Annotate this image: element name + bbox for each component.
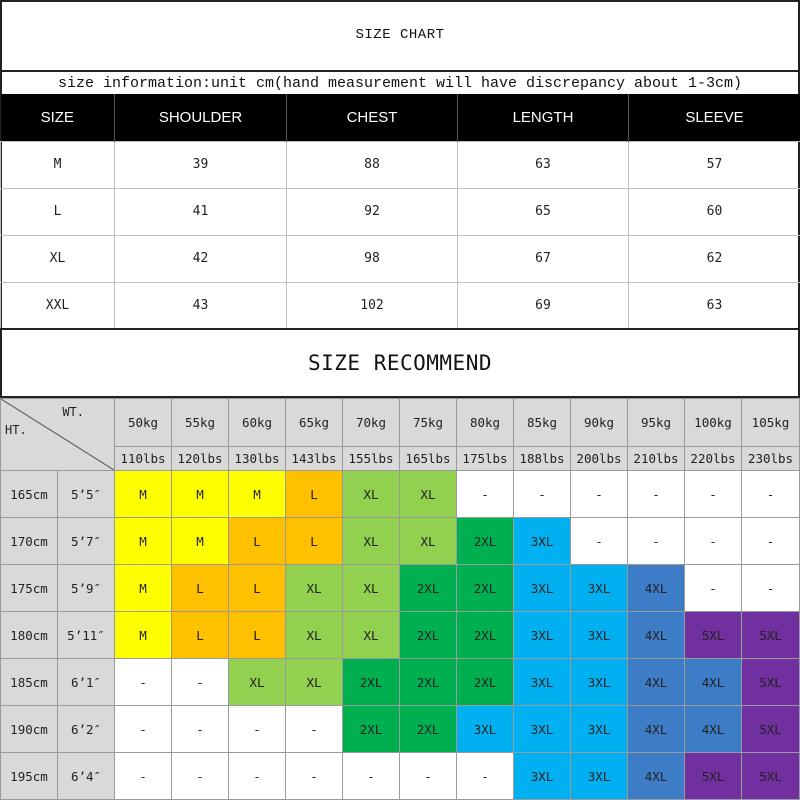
recommended-size-cell: L — [229, 565, 286, 612]
recommended-size-cell: 2XL — [457, 565, 514, 612]
shoulder-cell: 39 — [115, 141, 287, 188]
recommended-size-cell: 2XL — [457, 518, 514, 565]
recommended-size-cell: 4XL — [628, 753, 685, 800]
recommended-size-cell: 3XL — [571, 753, 628, 800]
recommended-size-cell: 3XL — [514, 612, 571, 659]
recommended-size-cell: 3XL — [457, 706, 514, 753]
recommended-size-cell: XL — [343, 518, 400, 565]
height-row — [1, 753, 800, 800]
size-recommend-title: SIZE RECOMMEND — [0, 328, 800, 398]
recommended-size-cell: 2XL — [457, 612, 514, 659]
recommended-size-cell: 3XL — [571, 659, 628, 706]
shoulder-cell: 43 — [115, 282, 287, 329]
recommended-size-cell: - — [457, 471, 514, 518]
recommended-size-cell: 2XL — [400, 612, 457, 659]
header-sleeve: SLEEVE — [629, 94, 800, 141]
recommended-size-cell: M — [115, 471, 172, 518]
recommended-size-cell: 5XL — [742, 612, 800, 659]
recommended-size-cell: 2XL — [400, 706, 457, 753]
size-cell: XXL — [1, 282, 115, 329]
recommended-size-cell: - — [742, 471, 800, 518]
header-shoulder: SHOULDER — [115, 94, 287, 141]
recommended-size-cell: 2XL — [343, 659, 400, 706]
size-cell: L — [1, 188, 115, 235]
recommended-size-cell: - — [685, 471, 742, 518]
recommended-size-cell: - — [571, 471, 628, 518]
recommended-size-cell: L — [229, 612, 286, 659]
height-row — [1, 565, 800, 612]
size-recommend-table — [0, 398, 800, 800]
recommended-size-cell: 4XL — [628, 612, 685, 659]
weight-axis-label: WT. — [62, 405, 84, 419]
height-cm-cell: 195cm — [1, 753, 58, 800]
recommended-size-cell: 4XL — [685, 659, 742, 706]
height-cm-cell: 165cm — [1, 471, 58, 518]
recommended-size-cell: - — [685, 518, 742, 565]
recommended-size-cell: 4XL — [685, 706, 742, 753]
header-size: SIZE — [1, 94, 115, 141]
chest-cell: 102 — [287, 282, 458, 329]
weight-lbs-header: 188lbs — [514, 447, 571, 471]
chest-cell: 98 — [287, 235, 458, 282]
measurement-info: size information:unit cm(hand measurement will have discrepancy about 1-3cm) — [57, 74, 743, 92]
height-cm-cell: 185cm — [1, 659, 58, 706]
weight-lbs-header: 130lbs — [229, 447, 286, 471]
weight-kg-header: 60kg — [229, 399, 286, 447]
header-length: LENGTH — [458, 94, 629, 141]
recommended-size-cell: 2XL — [457, 659, 514, 706]
recommended-size-cell: - — [229, 753, 286, 800]
height-ft-cell: 5’11″ — [58, 612, 115, 659]
height-ft-cell: 6’1″ — [58, 659, 115, 706]
recommended-size-cell: L — [229, 518, 286, 565]
recommended-size-cell: 5XL — [742, 706, 800, 753]
recommended-size-cell: 2XL — [400, 565, 457, 612]
recommended-size-cell: XL — [343, 612, 400, 659]
chest-cell: 88 — [287, 141, 458, 188]
recommended-size-cell: 3XL — [514, 518, 571, 565]
weight-kg-header: 80kg — [457, 399, 514, 447]
length-cell: 67 — [458, 235, 629, 282]
recommended-size-cell: XL — [286, 659, 343, 706]
weight-kg-header: 100kg — [685, 399, 742, 447]
table-row — [1, 235, 800, 282]
weight-kg-header: 50kg — [115, 399, 172, 447]
recommended-size-cell: - — [229, 706, 286, 753]
recommended-size-cell: L — [172, 612, 229, 659]
recommended-size-cell: XL — [229, 659, 286, 706]
sleeve-cell: 57 — [629, 141, 800, 188]
weight-lbs-header: 175lbs — [457, 447, 514, 471]
size-cell: XL — [1, 235, 115, 282]
recommended-size-cell: 3XL — [514, 659, 571, 706]
recommended-size-cell: - — [115, 753, 172, 800]
recommended-size-cell: 4XL — [628, 706, 685, 753]
recommended-size-cell: 3XL — [571, 706, 628, 753]
size-chart-title: SIZE CHART — [0, 0, 800, 72]
recommended-size-cell: - — [685, 565, 742, 612]
height-row — [1, 659, 800, 706]
recommended-size-cell: L — [286, 471, 343, 518]
recommended-size-cell: - — [172, 659, 229, 706]
recommended-size-cell: 3XL — [514, 753, 571, 800]
weight-lbs-header: 220lbs — [685, 447, 742, 471]
size-table-header-row — [1, 94, 800, 141]
recommended-size-cell: 2XL — [400, 659, 457, 706]
recommended-size-cell: XL — [400, 518, 457, 565]
recommended-size-cell: M — [115, 565, 172, 612]
recommended-size-cell: - — [115, 659, 172, 706]
recommended-size-cell: XL — [286, 565, 343, 612]
recommended-size-cell: - — [343, 753, 400, 800]
recommended-size-cell: - — [571, 518, 628, 565]
recommended-size-cell: - — [628, 471, 685, 518]
recommended-size-cell: - — [286, 753, 343, 800]
weight-kg-header: 95kg — [628, 399, 685, 447]
weight-kg-header: 65kg — [286, 399, 343, 447]
height-cm-cell: 180cm — [1, 612, 58, 659]
table-row — [1, 188, 800, 235]
recommended-size-cell: L — [172, 565, 229, 612]
height-ft-cell: 5’5″ — [58, 471, 115, 518]
weight-lbs-header: 210lbs — [628, 447, 685, 471]
recommended-size-cell: - — [115, 706, 172, 753]
recommended-size-cell: - — [286, 706, 343, 753]
length-cell: 65 — [458, 188, 629, 235]
weight-lbs-header: 165lbs — [400, 447, 457, 471]
recommended-size-cell: - — [742, 518, 800, 565]
size-measurement-table — [0, 94, 800, 330]
recommended-size-cell: XL — [343, 471, 400, 518]
weight-lbs-header: 200lbs — [571, 447, 628, 471]
height-ft-cell: 5’7″ — [58, 518, 115, 565]
height-cm-cell: 175cm — [1, 565, 58, 612]
weight-kg-header: 90kg — [571, 399, 628, 447]
header-chest: CHEST — [287, 94, 458, 141]
recommended-size-cell: M — [229, 471, 286, 518]
recommended-size-cell: 3XL — [571, 565, 628, 612]
recommended-size-cell: - — [400, 753, 457, 800]
weight-lbs-header: 120lbs — [172, 447, 229, 471]
length-cell: 69 — [458, 282, 629, 329]
shoulder-cell: 42 — [115, 235, 287, 282]
recommended-size-cell: M — [172, 471, 229, 518]
weight-kg-header: 70kg — [343, 399, 400, 447]
recommended-size-cell: 3XL — [571, 612, 628, 659]
weight-lbs-header: 143lbs — [286, 447, 343, 471]
corner-header — [1, 399, 115, 471]
recommended-size-cell: - — [172, 753, 229, 800]
height-row — [1, 706, 800, 753]
sleeve-cell: 60 — [629, 188, 800, 235]
recommended-size-cell: XL — [286, 612, 343, 659]
sleeve-cell: 62 — [629, 235, 800, 282]
chest-cell: 92 — [287, 188, 458, 235]
weight-kg-header: 75kg — [400, 399, 457, 447]
weight-lbs-header: 230lbs — [742, 447, 800, 471]
height-axis-label: HT. — [5, 423, 27, 437]
height-row — [1, 518, 800, 565]
recommended-size-cell: 2XL — [343, 706, 400, 753]
height-ft-cell: 6’4″ — [58, 753, 115, 800]
recommended-size-cell: - — [457, 753, 514, 800]
weight-kg-header: 85kg — [514, 399, 571, 447]
recommended-size-cell: L — [286, 518, 343, 565]
recommended-size-cell: XL — [400, 471, 457, 518]
recommended-size-cell: 5XL — [742, 659, 800, 706]
recommended-size-cell: M — [172, 518, 229, 565]
recommended-size-cell: - — [628, 518, 685, 565]
weight-kg-header: 55kg — [172, 399, 229, 447]
height-cm-cell: 170cm — [1, 518, 58, 565]
height-ft-cell: 5’9″ — [58, 565, 115, 612]
recommended-size-cell: 5XL — [685, 753, 742, 800]
recommended-size-cell: XL — [343, 565, 400, 612]
recommended-size-cell: 5XL — [742, 753, 800, 800]
recommended-size-cell: 5XL — [685, 612, 742, 659]
weight-lbs-header: 110lbs — [115, 447, 172, 471]
recommended-size-cell: - — [514, 471, 571, 518]
recommended-size-cell: 4XL — [628, 659, 685, 706]
height-ft-cell: 6’2″ — [58, 706, 115, 753]
table-row — [1, 282, 800, 329]
weight-kg-header: 105kg — [742, 399, 800, 447]
sleeve-cell: 63 — [629, 282, 800, 329]
recommended-size-cell: M — [115, 612, 172, 659]
recommended-size-cell: - — [172, 706, 229, 753]
recommended-size-cell: M — [115, 518, 172, 565]
height-row — [1, 612, 800, 659]
length-cell: 63 — [458, 141, 629, 188]
height-row — [1, 471, 800, 518]
shoulder-cell: 41 — [115, 188, 287, 235]
weight-lbs-header: 155lbs — [343, 447, 400, 471]
size-cell: M — [1, 141, 115, 188]
recommended-size-cell: - — [742, 565, 800, 612]
recommended-size-cell: 3XL — [514, 565, 571, 612]
recommended-size-cell: 4XL — [628, 565, 685, 612]
recommended-size-cell: 3XL — [514, 706, 571, 753]
table-row — [1, 141, 800, 188]
weight-lbs-row — [1, 447, 800, 471]
height-cm-cell: 190cm — [1, 706, 58, 753]
weight-kg-row — [1, 399, 800, 447]
